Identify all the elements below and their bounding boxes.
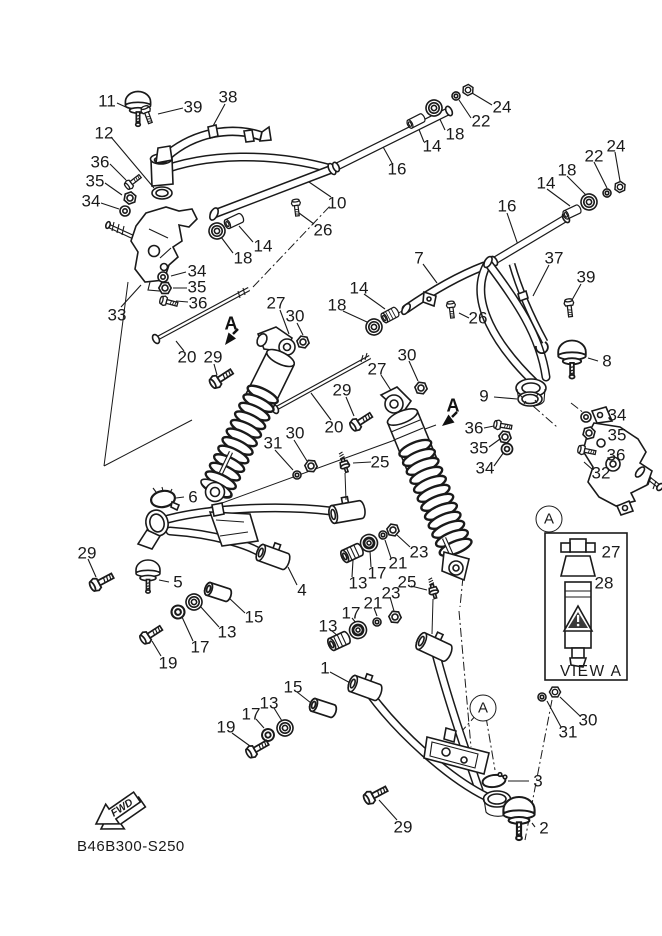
callout-15: 15 xyxy=(283,677,303,697)
donut-18-shaft-b xyxy=(578,191,599,212)
ring-3 xyxy=(482,773,507,789)
callout-35: 35 xyxy=(607,425,627,445)
knuckle-left-33 xyxy=(105,207,197,291)
washer-21-b xyxy=(373,618,381,626)
callout-13: 13 xyxy=(217,622,237,642)
callout-37: 37 xyxy=(544,248,564,268)
callout-29: 29 xyxy=(77,543,97,563)
callout-18: 18 xyxy=(233,248,253,268)
callout-32: 32 xyxy=(591,463,611,483)
washer-34-b xyxy=(158,272,168,282)
washer-34-c xyxy=(581,412,591,422)
washer-22-b xyxy=(602,188,613,199)
callout-2: 2 xyxy=(539,818,549,838)
callout-25: 25 xyxy=(397,572,417,592)
stud-25-a xyxy=(336,451,351,473)
bolt-36-b xyxy=(159,295,179,309)
bolt-29-d xyxy=(362,783,390,806)
callout-13: 13 xyxy=(348,573,368,593)
nut-23-b xyxy=(388,611,401,623)
callout-18: 18 xyxy=(445,124,465,144)
callout-34: 34 xyxy=(475,458,495,478)
callout-5: 5 xyxy=(173,572,183,592)
washer-9 xyxy=(518,392,542,406)
callout-29: 29 xyxy=(203,347,223,367)
callout-3: 3 xyxy=(533,771,543,791)
callout-6: 6 xyxy=(188,487,198,507)
stud-25-b-line xyxy=(432,599,433,634)
callout-30: 30 xyxy=(578,710,598,730)
bolt-29-c xyxy=(88,570,116,593)
washer-21-a xyxy=(379,531,387,539)
detail-marker-circled: A xyxy=(470,695,497,722)
callout-14: 14 xyxy=(349,278,369,298)
callout-23: 23 xyxy=(409,542,429,562)
callout-22: 22 xyxy=(471,111,491,131)
callout-31: 31 xyxy=(263,433,283,453)
callout-34: 34 xyxy=(607,405,627,425)
callout-28: 28 xyxy=(594,573,614,593)
callout-16: 16 xyxy=(387,159,407,179)
bolt-19-a xyxy=(138,623,165,646)
callout-15: 15 xyxy=(244,607,264,627)
collar-14-shaft-b xyxy=(562,204,582,220)
bolt-39-right xyxy=(564,298,576,317)
collar-15-a xyxy=(203,582,233,603)
callout-36: 36 xyxy=(606,445,626,465)
washer-31-b xyxy=(293,471,301,479)
nut-24-b xyxy=(613,180,627,194)
callout-36: 36 xyxy=(188,293,208,313)
bolt-19-b xyxy=(244,737,271,760)
callout-18: 18 xyxy=(327,295,347,315)
callout-10: 10 xyxy=(327,193,347,213)
nut-30-b xyxy=(304,460,317,472)
washer-34-a xyxy=(120,206,130,216)
callout-19: 19 xyxy=(216,717,236,737)
collar-15-b xyxy=(308,698,338,719)
callout-4: 4 xyxy=(297,580,307,600)
bolt-36-d xyxy=(493,419,512,432)
bushing-13-a xyxy=(339,542,364,563)
pivot-shafts xyxy=(331,105,571,266)
callout-9: 9 xyxy=(479,386,489,406)
callout-17: 17 xyxy=(367,563,387,583)
callout-24: 24 xyxy=(606,136,626,156)
callout-20: 20 xyxy=(177,347,197,367)
nut-30-c xyxy=(414,382,428,394)
callout-14: 14 xyxy=(536,173,556,193)
washer-31-d xyxy=(538,693,546,701)
nut-30-a xyxy=(296,336,310,349)
view-a-label: VIEW A xyxy=(560,663,623,680)
ball-joint-5 xyxy=(136,560,160,593)
callout-35: 35 xyxy=(187,277,207,297)
nut-23-a xyxy=(386,524,400,537)
callout-35: 35 xyxy=(85,171,105,191)
callout-13: 13 xyxy=(259,693,279,713)
view-a-box xyxy=(545,533,627,680)
callout-12: 12 xyxy=(94,123,114,143)
bolt-36-a xyxy=(123,172,143,191)
nut-24-a xyxy=(461,83,475,97)
donut-18-armright xyxy=(363,316,385,338)
callout-34: 34 xyxy=(81,191,101,211)
callout-29: 29 xyxy=(393,817,413,837)
diagram-code: B46B300-S250 xyxy=(77,838,185,855)
washer-22-a xyxy=(451,91,462,102)
shock-right xyxy=(381,387,474,580)
callout-17: 17 xyxy=(241,704,261,724)
callout-19: 19 xyxy=(158,653,178,673)
callout-26: 26 xyxy=(468,308,488,328)
callout-27: 27 xyxy=(266,293,286,313)
callout-25: 25 xyxy=(370,452,390,472)
ball-joint-2 xyxy=(503,797,534,840)
lower-arm-right xyxy=(346,626,510,817)
callout-21: 21 xyxy=(363,593,383,613)
callout-30: 30 xyxy=(285,423,305,443)
callout-7: 7 xyxy=(414,248,424,268)
callout-14: 14 xyxy=(253,236,273,256)
callout-20: 20 xyxy=(324,417,344,437)
callout-14: 14 xyxy=(422,136,442,156)
callout-8: 8 xyxy=(602,351,612,371)
fwd-label: FWD xyxy=(108,796,136,820)
ring-6 xyxy=(150,487,179,510)
callout-34: 34 xyxy=(187,261,207,281)
donut-13-c xyxy=(275,718,295,738)
callout-38: 38 xyxy=(218,87,238,107)
view-direction-marker: A xyxy=(224,313,238,334)
fwd-arrow xyxy=(96,792,145,829)
collar-14-armleft xyxy=(223,213,245,230)
stud-25-b xyxy=(426,577,440,599)
detail-marker-circled: A xyxy=(536,506,563,533)
callout-11: 11 xyxy=(98,91,116,111)
callout-39: 39 xyxy=(576,267,596,287)
bolt-29-a xyxy=(208,366,236,390)
bolt-39-left xyxy=(140,105,155,125)
callout-35: 35 xyxy=(469,438,489,458)
callout-17: 17 xyxy=(190,637,210,657)
callout-27: 27 xyxy=(367,359,387,379)
stud-25-a-line xyxy=(345,473,346,500)
bushing-13-b xyxy=(326,630,351,651)
nut-35-a xyxy=(122,191,137,205)
bushing-14-armright xyxy=(380,306,400,323)
knuckle-right-32 xyxy=(583,407,662,515)
callout-33: 33 xyxy=(107,305,127,325)
callout-16: 16 xyxy=(497,196,517,216)
callout-26: 26 xyxy=(313,220,333,240)
callout-22: 22 xyxy=(584,146,604,166)
callout-27: 27 xyxy=(601,542,621,562)
nut-30-d xyxy=(549,687,560,697)
bolt-26-b xyxy=(446,301,457,319)
view-direction-marker: A xyxy=(446,395,460,416)
callout-31: 31 xyxy=(558,722,578,742)
donut-13-a xyxy=(184,592,204,612)
callout-29: 29 xyxy=(332,380,352,400)
bolt-29-b xyxy=(348,410,375,433)
callout-36: 36 xyxy=(464,418,484,438)
callout-24: 24 xyxy=(492,97,512,117)
callout-17: 17 xyxy=(341,603,361,623)
callout-36: 36 xyxy=(90,152,110,172)
callout-30: 30 xyxy=(285,306,305,326)
ball-joint-8 xyxy=(558,341,586,379)
washer-17-a xyxy=(170,604,186,620)
callout-18: 18 xyxy=(557,160,577,180)
nut-35-d xyxy=(498,431,512,444)
shock-left xyxy=(199,327,297,502)
callout-30: 30 xyxy=(397,345,417,365)
callout-21: 21 xyxy=(388,553,408,573)
nut-35-b xyxy=(159,283,171,294)
callout-1: 1 xyxy=(320,658,330,678)
callout-23: 23 xyxy=(381,583,401,603)
washer-17-c xyxy=(260,727,275,742)
callout-13: 13 xyxy=(318,616,338,636)
callout-39: 39 xyxy=(183,97,203,117)
